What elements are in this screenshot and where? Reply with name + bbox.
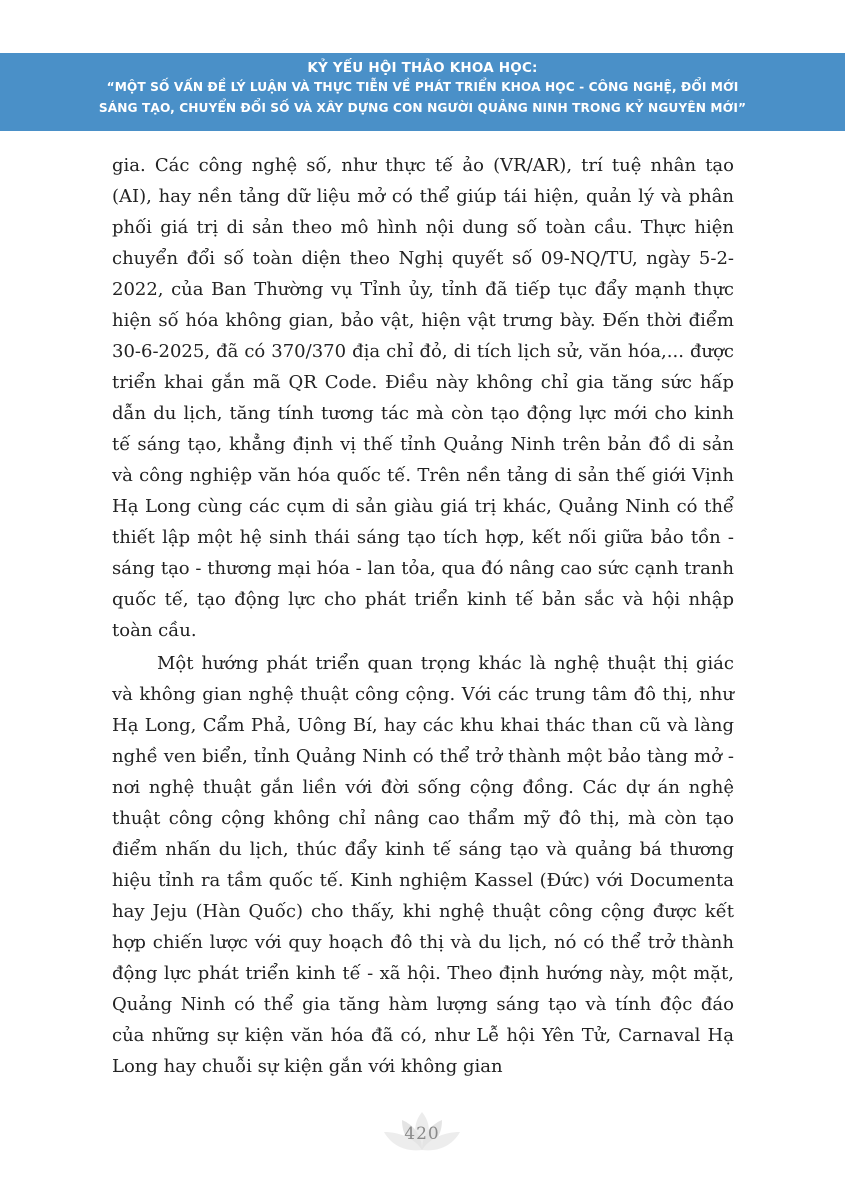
page-number-badge — [372, 1110, 472, 1160]
paragraph: Một hướng phát triển quan trọng khác là nghệ thuật thị giác và không gian nghệ thuật công cộng. Với các trung tâm đô thị, như Hạ Long, Cẩm Phả, Uông Bí, hay các khu khai thác than cũ và làng nghề ven biển, tỉnh Quảng Ninh có thể trở thành một bảo tàng mở - nơi nghệ thuật gắn liền với đời sống cộng đồng. Các dự án nghệ thuật công cộng không chỉ nâng cao thẩm mỹ đô thị, mà còn tạo điểm nhấn du lịch, thúc đẩy kinh tế sáng tạo và quảng bá thương hiệu tỉnh ra tầm quốc tế. Kinh nghiệm Kassel (Đức) với Documenta hay Jeju (Hàn Quốc) cho thấy, khi nghệ thuật công cộng được kết hợp chiến lược với quy hoạch đô thị và du lịch, nó có thể trở thành động lực phát triển kinh tế - xã hội. Theo định hướng này, một mặt, Quảng Ninh có thể gia tăng hàm lượng sáng tạo và tính độc đáo của những sự kiện văn hóa đã có, như Lễ hội Yên Tử, Carnaval Hạ Long hay chuỗi sự kiện gắn với không gian — [112, 653, 734, 1077]
header-subtitle-line-2: SÁNG TẠO, CHUYỂN ĐỔI SỐ VÀ XÂY DỰNG CON NGƯỜI QUẢNG NINH TRONG KỶ NGUYÊN MỚI” — [98, 101, 747, 115]
paragraph: gia. Các công nghệ số, như thực tế ảo (VR/AR), trí tuệ nhân tạo (AI), hay nền tảng dữ liệu mở có thể giúp tái hiện, quản lý và phân phối giá trị di sản theo mô hình nội dung số toàn cầu. Thực hiện chuyển đổi số toàn diện theo Nghị quyết số 09-NQ/TU, ngày 5-2-2022, của Ban Thường vụ Tỉnh ủy, tỉnh đã tiếp tục đẩy mạnh thực hiện số hóa không gian, bảo vật, hiện vật trưng bày. Đến thời điểm 30-6-2025, đã có 370/370 địa chỉ đỏ, di tích lịch sử, văn hóa,... được triển khai gắn mã QR Code. Điều này không chỉ gia tăng sức hấp dẫn du lịch, tăng tính tương tác mà còn tạo động lực mới cho kinh tế sáng tạo, khẳng định vị thế tỉnh Quảng Ninh trên bản đồ di sản và công nghiệp văn hóa quốc tế. Trên nền tảng di sản thế giới Vịnh Hạ Long cùng các cụm di sản giàu giá trị khác, Quảng Ninh có thể thiết lập một hệ sinh thái sáng tạo tích hợp, kết nối giữa bảo tồn - sáng tạo - thương mại hóa - lan tỏa, qua đó nâng cao sức cạnh tranh quốc tế, tạo động lực cho phát triển kinh tế bản sắc và hội nhập toàn cầu. — [112, 155, 734, 641]
body-text — [112, 150, 734, 1082]
page-number: 420 — [404, 1124, 440, 1144]
header-subtitle-line-1: “MỘT SỐ VẤN ĐỀ LÝ LUẬN VÀ THỰC TIỄN VỀ PHÁT TRIỂN KHOA HỌC - CÔNG NGHỆ, ĐỔI MỚI — [106, 80, 739, 94]
header-banner — [0, 53, 845, 131]
header-title: KỶ YẾU HỘI THẢO KHOA HỌC: — [307, 60, 538, 76]
